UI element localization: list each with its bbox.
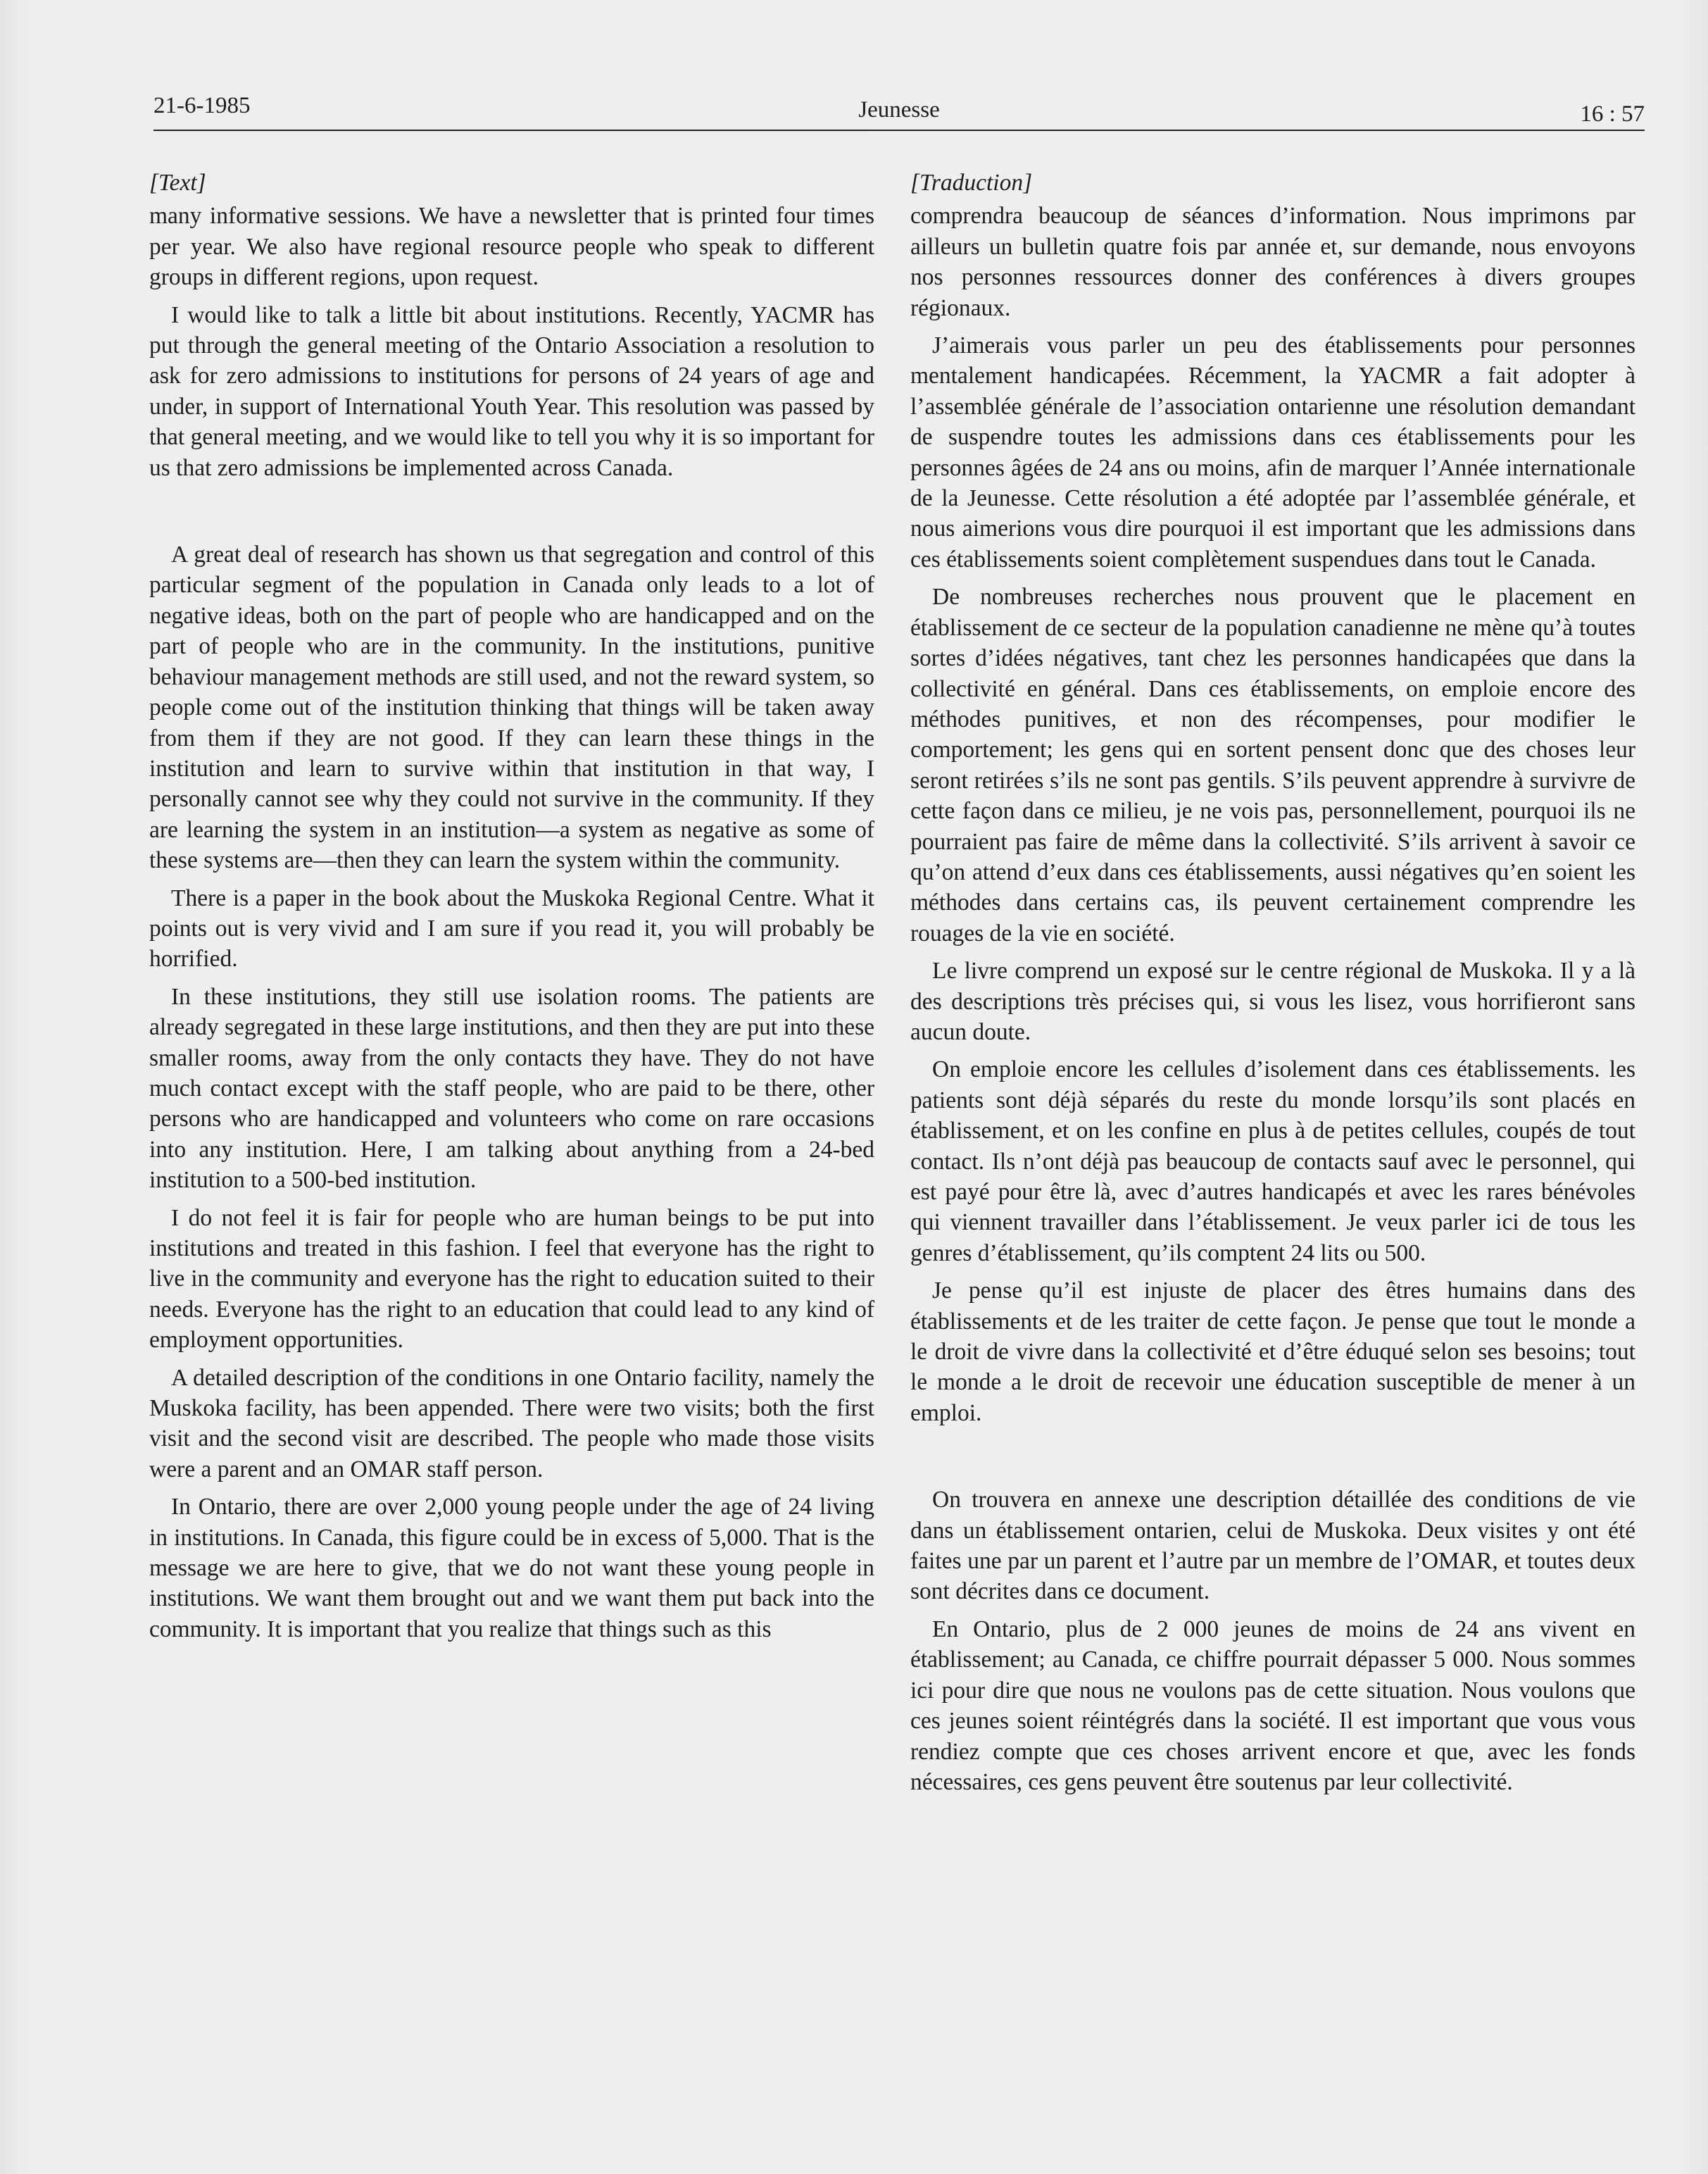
paragraph: A detailed description of the conditions in one Ontario facility, namely the Muskoka facility, has been appended. There were two visits; both the first visit and the second visit are described. The people who made those visits were a parent and an OMAR staff person.	[149, 1364, 874, 1482]
paragraph: many informative sessions. We have a newsletter that is printed four times per year. We also have regional resource people who speak to different groups in different regions, upon request.	[149, 203, 874, 291]
header-page-number: 16 : 57	[1580, 101, 1645, 127]
paragraph: De nombreuses recherches nous prouvent que le placement en établissement de ce secteur de la population canadienne ne mène qu’à toutes sortes d’idées négatives, tant chez les personnes handicapées que dans la collectivité en général. Dans ces établissements, on emploie encore des méthodes punitives, et non des récompenses, pour modifier le comportement; les gens qui en sortent pensent donc que des choses leur seront retirées s’ils ne sont pas gentils. S’ils peuvent apprendre à survivre de cette façon dans ce milieu, je ne vois pas, personnellement, pourquoi ils ne pourraient pas faire de même dans la collectivité. S’ils arrivent à savoir ce qu’on attend d’eux dans ces établissements, aussi négatives qu’en soient les méthodes dans certains cas, ils peuvent certainement comprendre les rouages de la vie en société.	[910, 584, 1635, 947]
column-label-traduction: [Traduction]	[910, 170, 1033, 196]
paragraph: A great deal of research has shown us that segregation and control of this particular segment of the population in Canada only leads to a lot of negative ideas, both on the part of people who are handicapped and on the part of people who are in the community. In the institutions, punitive behaviour management methods are still used, and not the reward system, so people come out of the institution thinking that things will be taken away from them if they are not good. If they can learn these things in the institution and learn to survive within that institution in that way, I personally cannot see why they could not survive in the community. If they are learning the system in an institution—a system as negative as some of these systems are—then they can learn the system within the community.	[149, 542, 874, 874]
right-column-french	[910, 168, 1635, 1804]
paragraph: On emploie encore les cellules d’isolement dans ces établissements. les patients sont déjà séparés du reste du monde lorsqu’ils sont placés en établissement, et on les confine en plus à de petites cellules, coupés de tout contact. Ils n’ont déjà pas beaucoup de contacts sauf avec le personnel, qui est payé pour être là, avec d’autres handicapés et avec les rares bénévoles qui viennent travailler dans l’établissement. Je veux parler ici de tous les genres d’établissement, qu’ils comptent 24 lits ou 500.	[910, 1056, 1635, 1266]
paragraph: Le livre comprend un exposé sur le centre régional de Muskoka. Il y a là des descriptions très précises qui, si vous les lisez, vous horrifieront sans aucun doute.	[910, 958, 1635, 1045]
paragraph: I do not feel it is fair for people who are human beings to be put into institutions and treated in this fashion. I feel that everyone has the right to live in the community and everyone has the right to education suited to their needs. Everyone has the right to an education that could lead to any kind of employment opportunities.	[149, 1204, 874, 1354]
left-column-english	[149, 168, 874, 1651]
header-date: 21-6-1985	[153, 93, 251, 118]
running-header	[153, 93, 1645, 128]
paragraph: In Ontario, there are over 2,000 young people under the age of 24 living in institutions. In Canada, this figure could be in excess of 5,000. That is the message we are here to give, that we do not want these young people in institutions. We want them brought out and we want them put back into the community. It is important that you realize that things such as this	[149, 1494, 874, 1642]
paragraph: There is a paper in the book about the Muskoka Regional Centre. What it points out is very vivid and I am sure if you read it, you will probably be horrified.	[149, 885, 874, 973]
paragraph: In these institutions, they still use isolation rooms. The patients are already segregated in these large institutions, and then they are put into these smaller rooms, away from the only contacts they have. They do not have much contact except with the staff people, who are paid to be there, other persons who are handicapped and volunteers who come on rare occasions into any institution. Here, I am talking about anything from a 24-bed institution to a 500-bed institution.	[149, 983, 874, 1194]
paragraph: comprendra beaucoup de séances d’information. Nous imprimons par ailleurs un bulletin quatre fois par année et, sur demande, nous envoyons nos personnes ressources donner des conférences à divers groupes régionaux.	[910, 203, 1635, 321]
paragraph: On trouvera en annexe une description détaillée des conditions de vie dans un établissement ontarien, celui de Muskoka. Deux visites y ont été faites une par un parent et l’autre par un membre de l’OMAR, et toutes deux sont décrites dans ce document.	[910, 1487, 1635, 1605]
paragraph: Je pense qu’il est injuste de placer des êtres humains dans des établissements et de les traiter de cette façon. Je pense que tout le monde a le droit de vivre dans la collectivité et d’être éduqué selon ses besoins; tout le monde a le droit de recevoir une éducation susceptible de mener à un emploi.	[910, 1277, 1635, 1426]
paragraph: J’aimerais vous parler un peu des établissements pour personnes mentalement handicapées. Récemment, la YACMR a fait adopter à l’assemblée générale de l’association ontarienne une résolution demandant de suspendre toutes les admissions dans ces établissements pour les personnes âgées de 24 ans ou moins, afin de marquer l’Année internationale de la Jeunesse. Cette résolution a été adoptée par l’assemblée générale, et nous aimerions vous dire pourquoi il est important que les admissions dans ces établissements soient complètement suspendues dans tout le Canada.	[910, 332, 1635, 573]
header-title: Jeunesse	[858, 97, 940, 123]
paragraph: I would like to talk a little bit about institutions. Recently, YACMR has put through the general meeting of the Ontario Association a resolution to ask for zero admissions to institutions for persons of 24 years of age and under, in support of International Youth Year. This resolution was passed by that general meeting, and we would like to tell you why it is so important for us that zero admissions be implemented across Canada.	[149, 301, 874, 481]
column-label-text: [Text]	[149, 170, 206, 196]
paragraph: En Ontario, plus de 2 000 jeunes de moins de 24 ans vivent en établissement; au Canada, ce chiffre pourrait dépasser 5 000. Nous sommes ici pour dire que nous ne voulons pas de cette situation. Nous voulons que ces jeunes soient réintégrés dans la société. Il est important que vous vous rendiez compte que ces choses arrivent encore et que, avec les fonds nécessaires, ces gens peuvent être soutenus par leur collectivité.	[910, 1616, 1635, 1795]
header-rule	[153, 130, 1645, 131]
